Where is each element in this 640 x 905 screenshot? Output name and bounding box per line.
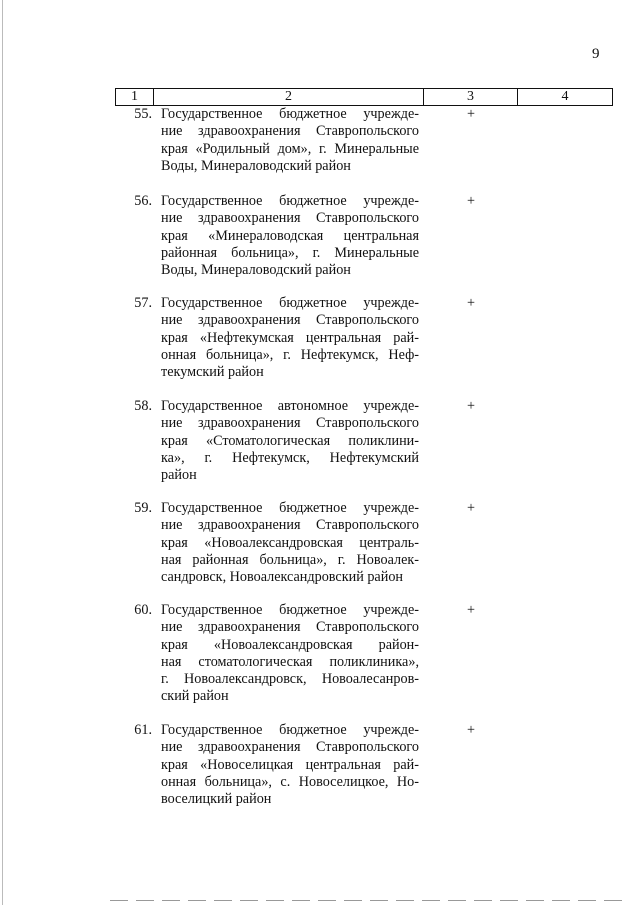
column-header-4: 4 xyxy=(518,89,613,106)
entry-number: 56. xyxy=(134,193,152,209)
entry-line: ние здравоохранения Ставропольского xyxy=(161,739,419,756)
entry-line: края «Новоселицкая центральная рай- xyxy=(161,756,419,773)
entry-line: Государственное бюджетное учрежде- xyxy=(161,193,419,209)
entry-line: ский район xyxy=(161,688,229,705)
column-header-3: 3 xyxy=(424,89,518,106)
entry-text xyxy=(161,398,419,484)
entry-text xyxy=(161,106,419,175)
entry-line: Воды, Минераловодский район xyxy=(161,157,351,174)
column-header-2: 2 xyxy=(154,89,424,106)
entry-line: сандровск, Новоалександровский район xyxy=(161,569,404,586)
entry-line: Воды, Минераловодский район xyxy=(161,262,351,279)
entry-text xyxy=(161,722,419,808)
entry-text xyxy=(161,500,419,586)
scan-left-edge xyxy=(2,0,3,905)
entry-mark: + xyxy=(466,500,475,516)
column-header-table xyxy=(115,88,613,106)
entry-line: Государственное бюджетное учрежде- xyxy=(161,722,419,738)
column-header-1: 1 xyxy=(116,89,154,106)
entry-line: ная районная больница», г. Новоалек- xyxy=(161,551,419,568)
entry-number: 61. xyxy=(134,722,152,738)
entry-mark: + xyxy=(466,295,475,311)
entry-line: ная стоматологическая поликлиника», xyxy=(161,653,419,670)
entry-line: ние здравоохранения Ставропольского xyxy=(161,210,419,227)
entry-mark: + xyxy=(466,602,475,618)
entry-line: Государственное бюджетное учрежде- xyxy=(161,602,419,618)
entry-line: ние здравоохранения Ставропольского xyxy=(161,312,419,329)
entry-line: ние здравоохранения Ставропольского xyxy=(161,517,419,534)
entry-line: ние здравоохранения Ставропольского xyxy=(161,123,419,140)
entry-line: район xyxy=(161,467,197,484)
entry-number: 59. xyxy=(134,500,152,516)
entry-line: Государственное бюджетное учрежде- xyxy=(161,500,419,516)
entry-text xyxy=(161,602,419,706)
entry-line: районная больница», г. Минеральные xyxy=(161,244,419,261)
entry-number: 60. xyxy=(134,602,152,618)
scan-bottom-artifact xyxy=(110,900,630,901)
entry-line: края «Стоматологическая поликлини- xyxy=(161,432,419,449)
entry-mark: + xyxy=(466,398,475,414)
entry-line: воселицкий район xyxy=(161,791,272,808)
entry-line: края «Нефтекумская центральная рай- xyxy=(161,329,419,346)
entry-line: ние здравоохранения Ставропольского xyxy=(161,619,419,636)
entry-line: текумский район xyxy=(161,364,264,381)
column-header-row xyxy=(116,89,613,106)
entry-line: Государственное бюджетное учрежде- xyxy=(161,106,419,122)
entry-line: ка», г. Нефтекумск, Нефтекумский xyxy=(161,449,419,466)
entry-line: края «Минераловодская центральная xyxy=(161,227,419,244)
entry-mark: + xyxy=(466,193,475,209)
page-number: 9 xyxy=(592,46,600,62)
entry-number: 58. xyxy=(134,398,152,414)
entry-line: края «Новоалександровская район- xyxy=(161,636,419,653)
entry-number: 55. xyxy=(134,106,152,122)
entry-text xyxy=(161,295,419,381)
entry-line: Государственное бюджетное учрежде- xyxy=(161,295,419,311)
entry-line: края «Новоалександровская централь- xyxy=(161,534,419,551)
entry-line: онная больница», г. Нефтекумск, Неф- xyxy=(161,346,419,363)
entry-line: онная больница», с. Новоселицкое, Но- xyxy=(161,773,419,790)
entry-mark: + xyxy=(466,722,475,738)
entry-text xyxy=(161,193,419,279)
entry-line: г. Новоалександровск, Новоалесанров- xyxy=(161,671,419,688)
entry-number: 57. xyxy=(134,295,152,311)
entry-line: Государственное автономное учрежде- xyxy=(161,398,419,414)
entry-line: ние здравоохранения Ставропольского xyxy=(161,415,419,432)
entry-line: края «Родильный дом», г. Минеральные xyxy=(161,140,419,157)
entry-mark: + xyxy=(466,106,475,122)
